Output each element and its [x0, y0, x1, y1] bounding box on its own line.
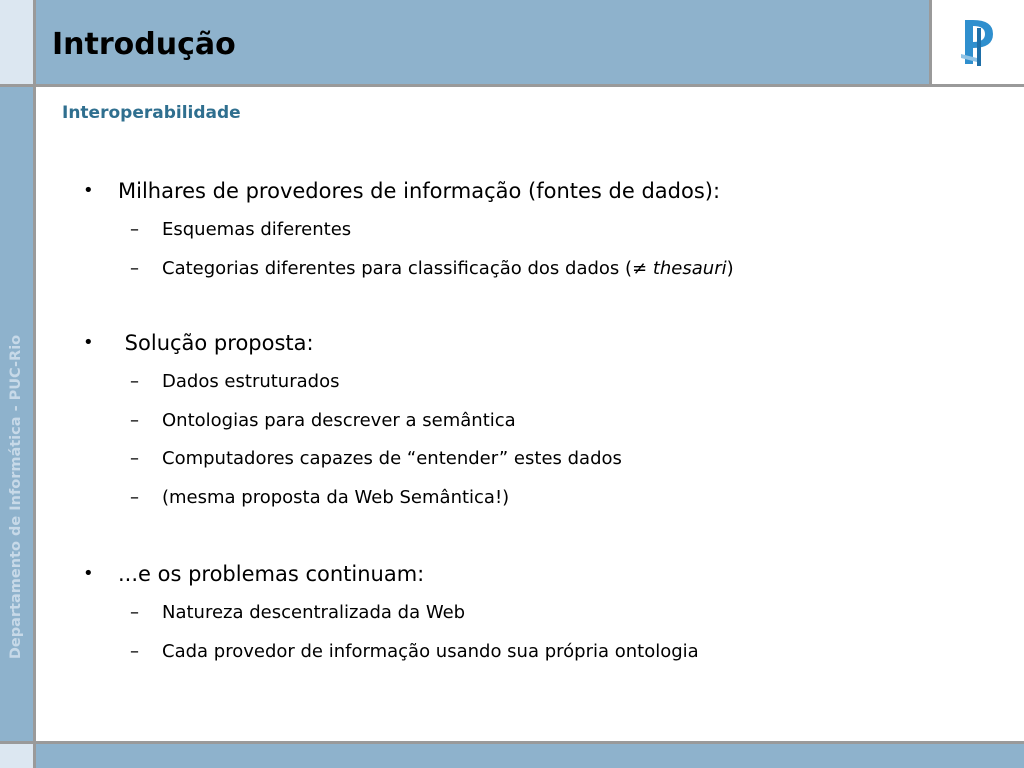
- footer-corner: [0, 744, 33, 768]
- section-subtitle: Interoperabilidade: [62, 103, 241, 123]
- bullet-mark: •: [83, 563, 94, 584]
- sub-text: Ontologias para descrever a semântica: [162, 409, 516, 431]
- page-title: Introdução: [52, 27, 236, 62]
- puc-rio-logo-icon: [959, 14, 999, 72]
- sidebar-divider: [33, 87, 36, 741]
- header-divider-left: [33, 0, 36, 84]
- bullet-text: Milhares de provedores de informação (fontes de dados):: [118, 179, 721, 203]
- sub-text-italic: thesauri: [652, 257, 727, 279]
- sub-mark: –: [130, 602, 139, 623]
- footer-band: [36, 744, 1024, 768]
- sub-text: Esquemas diferentes: [162, 219, 352, 240]
- bullet-text: Solução proposta:: [118, 331, 314, 355]
- sub-text: Dados estruturados: [162, 371, 340, 392]
- sub-text: Computadores capazes de “entender” estes dados: [162, 448, 622, 469]
- sub-item: [80, 250, 980, 289]
- sub-item: [80, 479, 980, 518]
- sub-mark: –: [130, 371, 139, 392]
- bullet-mark: •: [83, 332, 94, 353]
- sub-mark: –: [130, 448, 139, 469]
- bullet-item: [80, 557, 980, 591]
- header-rule: [0, 84, 1024, 87]
- sub-item: [80, 211, 980, 250]
- header-corner: [0, 0, 33, 84]
- bullet-mark: •: [83, 180, 94, 201]
- sub-text-with-italic: [162, 250, 734, 288]
- sub-mark: –: [130, 257, 139, 279]
- sub-text: (mesma proposta da Web Semântica!): [162, 486, 510, 508]
- header-band: [36, 0, 929, 84]
- sub-text-prefix: Categorias diferentes para classificação dos dados (≠: [162, 257, 653, 279]
- sub-mark: –: [130, 409, 139, 431]
- sidebar: [0, 87, 33, 741]
- sub-item: [80, 633, 980, 672]
- bullet-item: [80, 326, 980, 360]
- header-divider-right: [929, 0, 932, 84]
- slide-content: [80, 174, 980, 671]
- sub-text: Cada provedor de informação usando sua própria ontologia: [162, 640, 699, 662]
- sub-item: [80, 402, 980, 441]
- sub-mark: –: [130, 219, 139, 240]
- sub-mark: –: [130, 486, 139, 508]
- sub-item: [80, 363, 980, 402]
- logo-container: [932, 0, 1024, 84]
- sub-text-suffix: ): [726, 257, 734, 279]
- sub-item: [80, 440, 980, 479]
- sub-item: [80, 594, 980, 633]
- sidebar-department-text: Departamento de Informática - PUC-Rio: [8, 334, 24, 660]
- bullet-text: ...e os problemas continuam:: [118, 562, 425, 586]
- sub-text: Natureza descentralizada da Web: [162, 602, 466, 623]
- bullet-item: [80, 174, 980, 208]
- sub-mark: –: [130, 640, 139, 662]
